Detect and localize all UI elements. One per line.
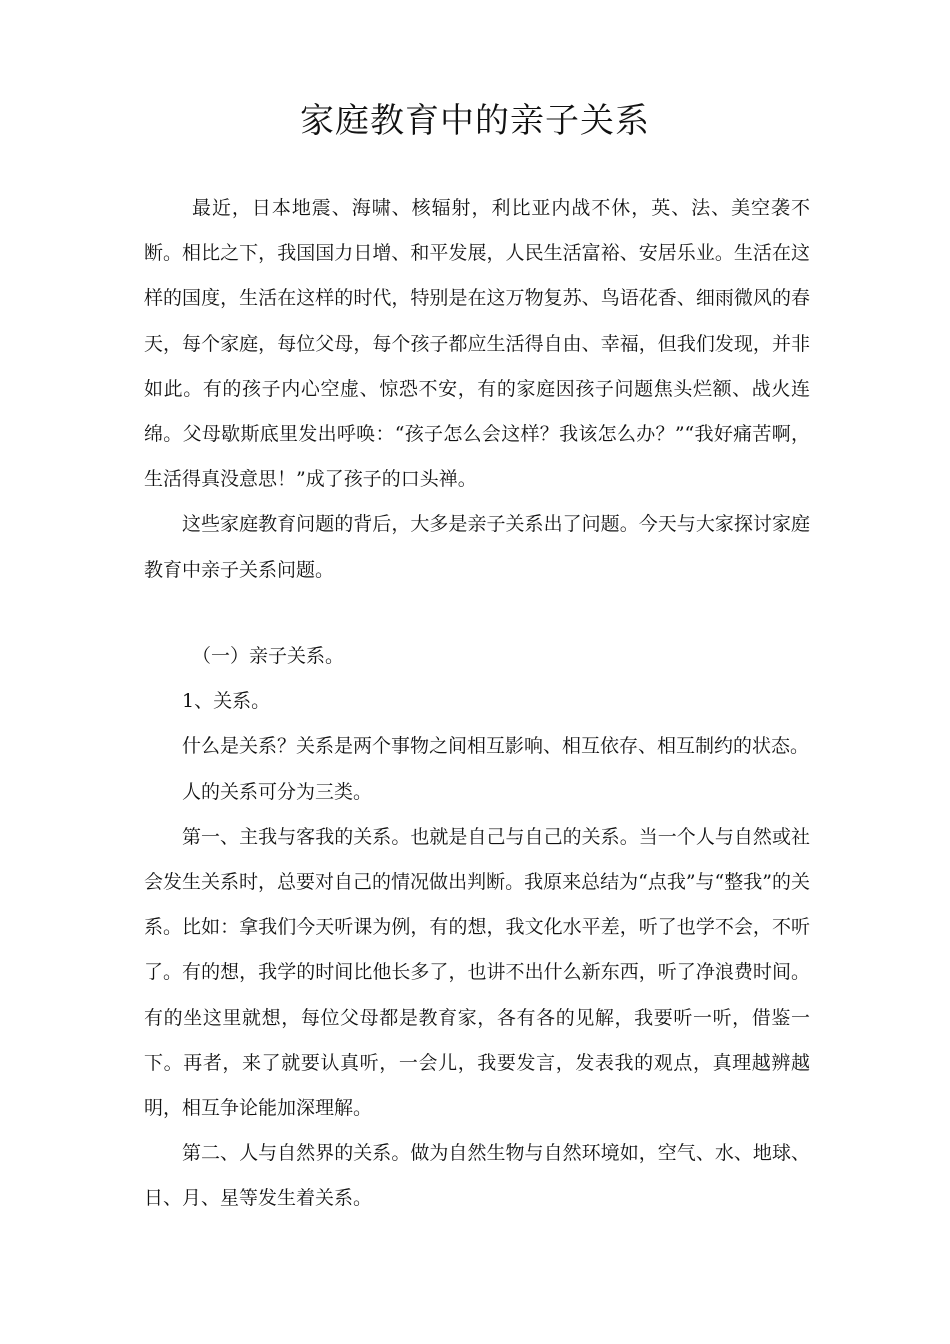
body-paragraph: 什么是关系？关系是两个事物之间相互影响、相互依存、相互制约的状态。 [182, 735, 810, 758]
intro-paragraph: 最近，日本地震、海啸、核辐射，利比亚内战不休，英、法、美空袭不断。相比之下，我国国力日增、和平发展，人民生活富裕、安居乐业。生活在这样的国度，生活在这样的时代，特别是在这万物复苏、鸟语花香、细雨微风的春天，每个家庭，每位父母，每个孩子都应生活得自由、幸福，但我们发现，并非如此。有的孩子内心空虚、惊恐不安，有的家庭因孩子问题焦头烂额、战火连绵。父母歇斯底里发出呼唤：“孩子怎么会这样？我该怎么办？”“我好痛苦啊，生活得真没意思！”成了孩子的口头禅。 [144, 197, 810, 491]
intro-paragraph: 这些家庭教育问题的背后，大多是亲子关系出了问题。今天与大家探讨家庭教育中亲子关系问题。 [144, 513, 810, 581]
relationship-section [144, 634, 810, 1222]
subsection-heading: 1、关系。 [182, 690, 271, 713]
body-paragraph: 第一、主我与客我的关系。也就是自己与自己的关系。当一个人与自然或社会发生关系时，总要对自己的情况做出判断。我原来总结为“点我”与“整我”的关系。比如：拿我们今天听课为例，有的想，我文化水平差，听了也学不会，不听了。有的想，我学的时间比他长多了，也讲不出什么新东西，听了净浪费时间。有的坐这里就想，每位父母都是教育家，各有各的见解，我要听一听，借鉴一下。再者，来了就要认真听，一会儿，我要发言，发表我的观点，真理越辨越明，相互争论能加深理解。 [144, 825, 810, 1120]
body-paragraph: 第二、人与自然界的关系。做为自然生物与自然环境如，空气、水、地球、日、月、星等发生着关系。 [144, 1142, 810, 1210]
intro-section [144, 186, 810, 593]
body-paragraph: 人的关系可分为三类。 [182, 780, 373, 803]
document-title: 家庭教育中的亲子关系 [300, 101, 650, 141]
section-heading: （一）亲子关系。 [192, 645, 345, 667]
